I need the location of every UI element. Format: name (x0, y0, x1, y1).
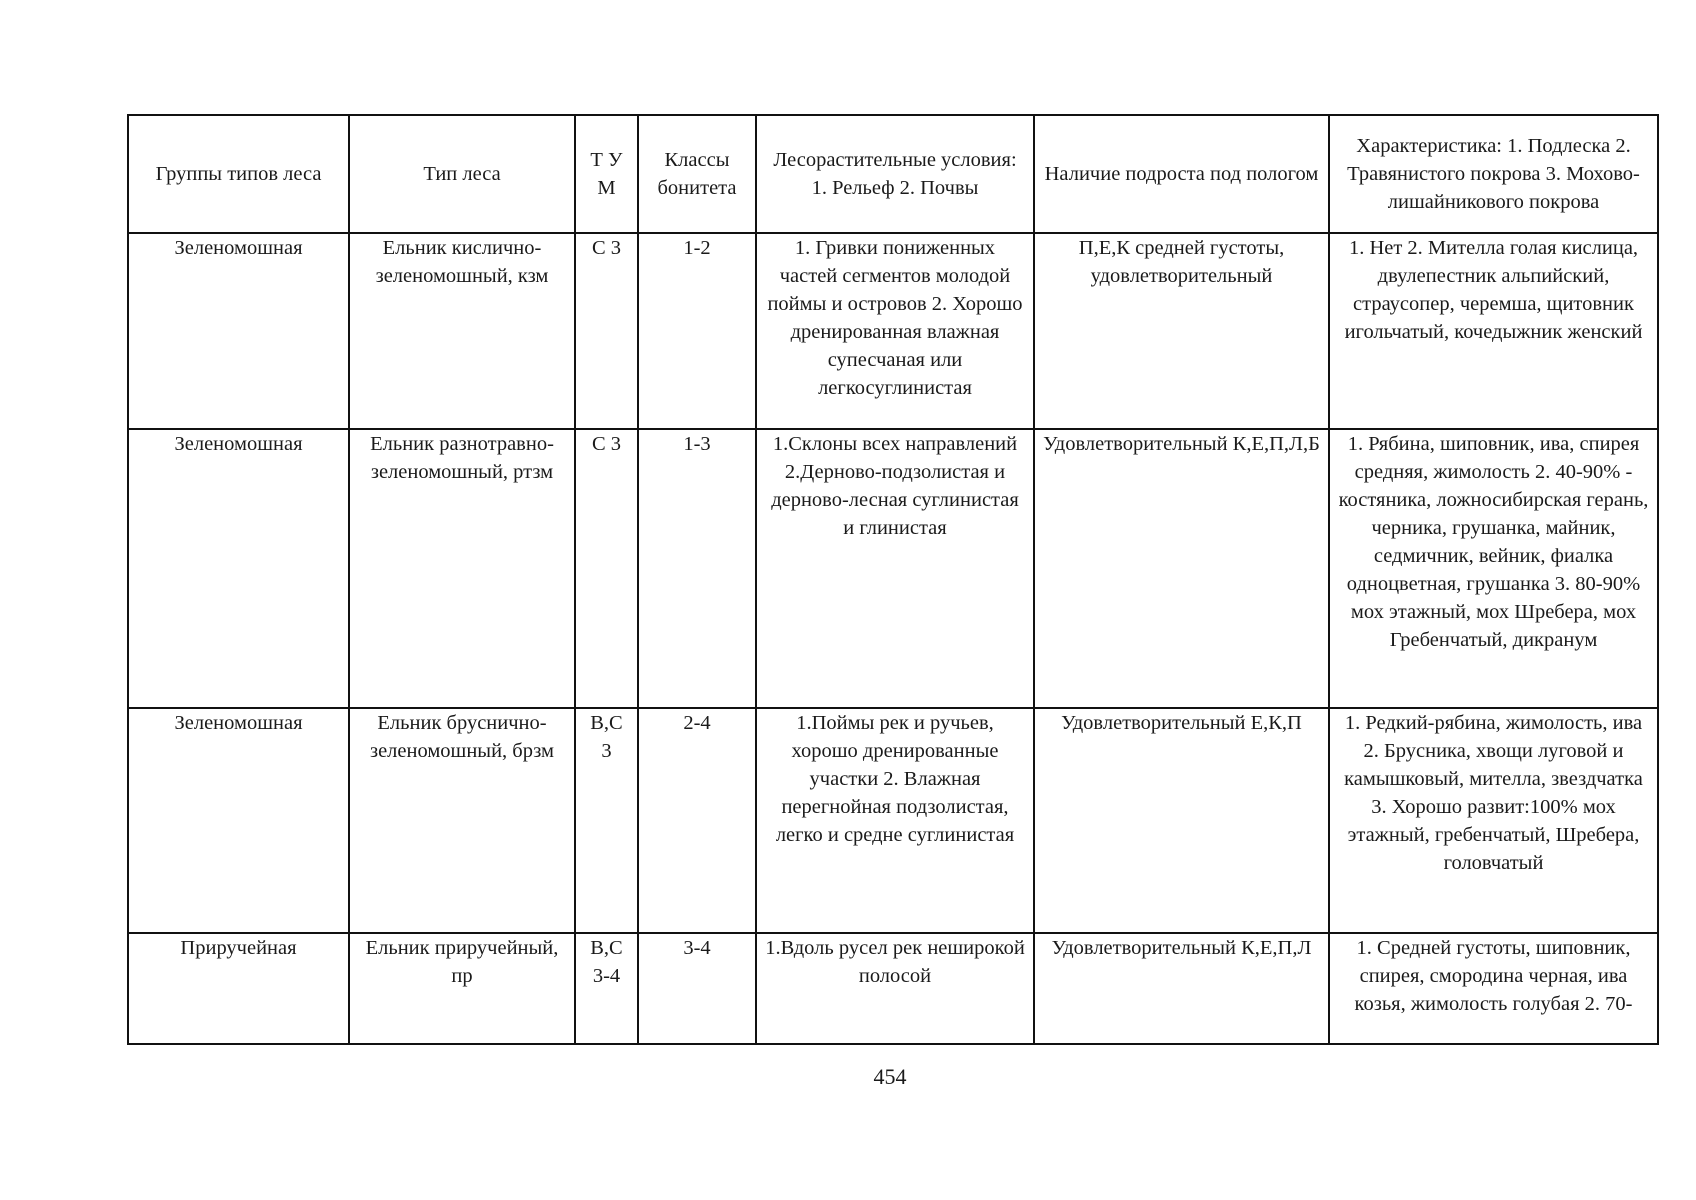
table-row (128, 708, 1658, 933)
header-bonitet-class: Классы бонитета (638, 115, 756, 233)
cell-tum: В,С 3-4 (575, 933, 638, 1044)
cell-forest-type: Ельник бруснично-зеленомошный, брзм (349, 708, 575, 933)
cell-forest-type: Ельник разнотравно-зеленомошный, ртзм (349, 429, 575, 708)
cell-characteristics: 1. Редкий-рябина, жимолость, ива 2. Брусника, хвощи луговой и камышковый, мителла, звездчатка 3. Хорошо развит:100% мох этажный, гребенчатый, Шребера, головчатый (1329, 708, 1658, 933)
cell-undergrowth: Удовлетворительный Е,К,П (1034, 708, 1329, 933)
cell-tum: С 3 (575, 429, 638, 708)
cell-bonitet-class: 1-3 (638, 429, 756, 708)
header-characteristics: Характеристика: 1. Подлеска 2. Травянистого покрова 3. Мохово-лишайникового покрова (1329, 115, 1658, 233)
cell-bonitet-class: 2-4 (638, 708, 756, 933)
header-growing-conditions: Лесорастительные условия: 1. Рельеф 2. Почвы (756, 115, 1034, 233)
cell-tum: С 3 (575, 233, 638, 429)
table-row (128, 429, 1658, 708)
cell-forest-type-group: Зеленомошная (128, 429, 349, 708)
cell-forest-type-group: Зеленомошная (128, 708, 349, 933)
cell-forest-type-group: Зеленомошная (128, 233, 349, 429)
table-row (128, 233, 1658, 429)
cell-growing-conditions: 1. Гривки пониженных частей сегментов молодой поймы и островов 2. Хорошо дренированная влажная супесчаная или легкосуглинистая (756, 233, 1034, 429)
table-row (128, 933, 1658, 1044)
cell-undergrowth: Удовлетворительный К,Е,П,Л (1034, 933, 1329, 1044)
header-tum: Т У М (575, 115, 638, 233)
cell-forest-type: Ельник кислично-зеленомошный, кзм (349, 233, 575, 429)
header-forest-type: Тип леса (349, 115, 575, 233)
forest-types-table (127, 114, 1659, 1045)
cell-bonitet-class: 1-2 (638, 233, 756, 429)
cell-characteristics: 1. Нет 2. Мителла голая кислица, двулепестник альпийский, страусопер, черемша, щитовник игольчатый, кочедыжник женский (1329, 233, 1658, 429)
cell-undergrowth: П,Е,К средней густоты, удовлетворительный (1034, 233, 1329, 429)
cell-bonitet-class: 3-4 (638, 933, 756, 1044)
page-number: 454 (873, 1064, 907, 1089)
cell-forest-type: Ельник приручейный, пр (349, 933, 575, 1044)
cell-growing-conditions: 1.Вдоль русел рек неширокой полосой (756, 933, 1034, 1044)
cell-tum: В,С 3 (575, 708, 638, 933)
cell-characteristics: 1. Средней густоты, шиповник, спирея, смородина черная, ива козья, жимолость голубая 2. 70- (1329, 933, 1658, 1044)
cell-characteristics: 1. Рябина, шиповник, ива, спирея средняя, жимолость 2. 40-90% - костяника, ложносибирская герань, черника, грушанка, майник, седмичник, вейник, фиалка одноцветная, грушанка 3. 80-90% мох этажный, мох Шребера, мох Гребенчатый, дикранум (1329, 429, 1658, 708)
cell-undergrowth: Удовлетворительный К,Е,П,Л,Б (1034, 429, 1329, 708)
cell-growing-conditions: 1.Склоны всех направлений 2.Дерново-подзолистая и дерново-лесная суглинистая и глинистая (756, 429, 1034, 708)
cell-forest-type-group: Приручейная (128, 933, 349, 1044)
header-undergrowth: Наличие подроста под пологом (1034, 115, 1329, 233)
header-forest-type-group: Группы типов леса (128, 115, 349, 233)
cell-growing-conditions: 1.Поймы рек и ручьев, хорошо дренированные участки 2. Влажная перегнойная подзолистая, легко и средне суглинистая (756, 708, 1034, 933)
table-header-row (128, 115, 1658, 233)
